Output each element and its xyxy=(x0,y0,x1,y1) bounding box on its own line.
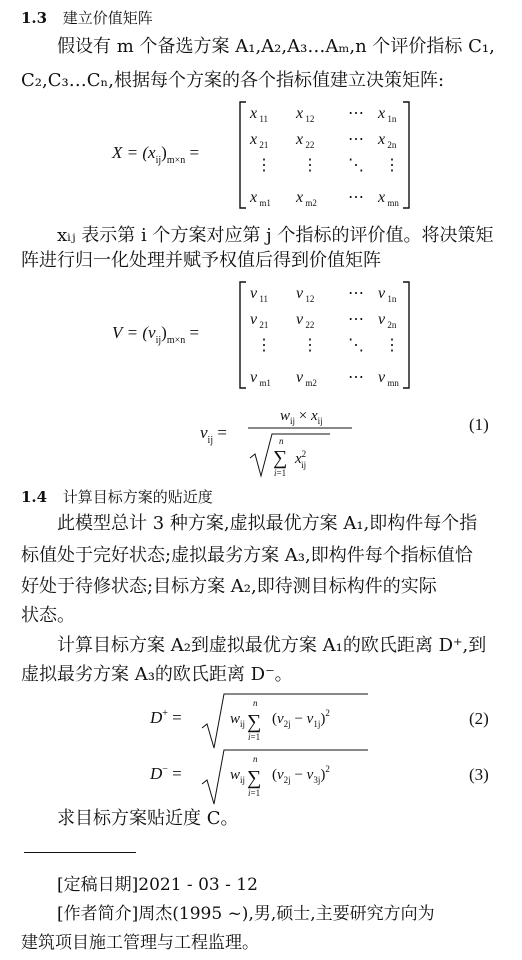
matrix-cell: x $_{12}$ xyxy=(296,105,315,124)
equation-3 xyxy=(0,746,522,812)
svg-text:wij: $w_{ij}$ xyxy=(230,711,246,729)
paragraph-line: 求目标方案贴近度 C。 xyxy=(57,808,239,829)
bracket-left xyxy=(240,102,246,208)
matrix-x-lhs: $X = (x_{ij})_{m\times n}$ = xyxy=(112,143,200,166)
equation-1 xyxy=(0,398,522,484)
matrix-cell: x $_{m1}$ xyxy=(250,189,271,208)
footnote-author-cont: 建筑项目施工管理与工程监理。 xyxy=(21,933,259,953)
section-title: 建立价值矩阵 xyxy=(62,9,153,27)
matrix-v-lhs: $V = (v_{ij})_{m\times n}$ = xyxy=(112,323,200,346)
paragraph-line: C₂,C₃…Cₙ,根据每个方案的各个指标值建立决策矩阵: xyxy=(21,70,445,91)
bracket-right xyxy=(403,102,409,208)
svg-text:i=1: i=1 xyxy=(248,732,261,742)
matrix-cell: ⋱ xyxy=(348,157,364,174)
matrix-cell: v $_{mn}$ xyxy=(378,369,399,388)
paragraph-line: 标值处于完好状态;虚拟最劣方案 A₃,即构件每个指标值恰 xyxy=(21,545,473,566)
matrix-cell: ⋱ xyxy=(348,337,364,354)
paragraph-line: xᵢⱼ 表示第 i 个方案对应第 j 个指标的评价值。将决策矩 xyxy=(57,225,494,246)
svg-text:i=1: i=1 xyxy=(248,788,261,798)
matrix-v-svg xyxy=(0,276,522,392)
matrix-cell: ⋮ xyxy=(302,337,318,354)
section-heading-1-4 xyxy=(21,486,213,507)
matrix-cell: x $_{11}$ xyxy=(250,105,269,124)
matrix-cell: ⋯ xyxy=(348,285,364,302)
matrix-cell: v $_{1n}$ xyxy=(378,285,397,304)
paragraph-line: 好处于待修状态;目标方案 A₂,即待测目标构件的实际 xyxy=(21,576,437,597)
section-number: 1.4 xyxy=(21,488,48,506)
paragraph-line: 阵进行归一化处理并赋予权值后得到价值矩阵 xyxy=(21,250,381,271)
equation-2 xyxy=(0,690,522,754)
footnote-label: [作者简介] xyxy=(57,904,139,924)
paragraph-line: 状态。 xyxy=(21,605,75,626)
svg-text:D− =: D− = xyxy=(150,764,182,783)
equation-decision-matrix xyxy=(0,96,522,216)
matrix-cell: ⋮ xyxy=(384,337,400,354)
matrix-cell: ⋯ xyxy=(348,131,364,148)
paragraph-line: 计算目标方案 A₂到虚拟最优方案 A₁的欧氏距离 D⁺,到 xyxy=(57,635,487,656)
paragraph-line: 假设有 m 个备选方案 A₁,A₂,A₃…Aₘ,n 个评价指标 C₁, xyxy=(57,36,495,57)
matrix-cell: x $_{21}$ xyxy=(250,131,269,150)
svg-text:n: n xyxy=(253,698,258,708)
matrix-cell: ⋮ xyxy=(302,157,318,174)
matrix-cell: x $_{m2}$ xyxy=(296,189,317,208)
svg-text:x2ij: $x^2$ ij xyxy=(295,449,307,470)
matrix-cell: v $_{m1}$ xyxy=(250,369,271,388)
section-heading-1-3 xyxy=(21,7,153,28)
footnote-author xyxy=(57,904,435,924)
paragraph-line: 此模型总计 3 种方案,虚拟最优方案 A₁,即构件每个指 xyxy=(57,513,478,534)
svg-text:∑: ∑ xyxy=(247,711,262,733)
matrix-cell: x $_{2n}$ xyxy=(378,131,397,150)
equation-value-matrix xyxy=(0,276,522,396)
matrix-cell: v $_{21}$ xyxy=(250,311,269,330)
bracket-right xyxy=(403,282,409,388)
matrix-cell: ⋮ xyxy=(384,157,400,174)
footnote-value: 周杰(1995 ~),男,硕士,主要研究方向为 xyxy=(138,904,435,924)
matrix-cell: ⋮ xyxy=(256,157,272,174)
matrix-cell: v $_{12}$ xyxy=(296,285,315,304)
equation-number: (1) xyxy=(469,415,489,434)
section-number: 1.3 xyxy=(21,9,48,27)
footnote-date xyxy=(57,875,258,895)
matrix-cell: ⋯ xyxy=(348,189,364,206)
svg-text:vij =: $v_{ij}$ = xyxy=(200,423,227,446)
equation-number: (3) xyxy=(469,765,489,784)
matrix-cell: x $_{22}$ xyxy=(296,131,315,150)
section-title: 计算目标方案的贴近度 xyxy=(62,488,213,506)
matrix-cell: v $_{22}$ xyxy=(296,311,315,330)
footnote-value: 2021 - 03 - 12 xyxy=(138,875,258,895)
svg-text:(v2j − v3j)2: $(v_{2j} - v_{3j})^2$ xyxy=(272,764,330,785)
matrix-cell: ⋯ xyxy=(348,311,364,328)
svg-text:n: n xyxy=(279,436,284,446)
matrix-cell: v $_{11}$ xyxy=(250,285,269,304)
svg-text:wij × xij: $w_{ij} \times x_{ij}$ xyxy=(280,408,323,426)
svg-text:wij: $w_{ij}$ xyxy=(230,767,246,785)
svg-text:∑: ∑ xyxy=(273,447,288,469)
matrix-cell: x $_{mn}$ xyxy=(378,189,399,208)
matrix-cell: ⋮ xyxy=(256,337,272,354)
footnote-label: [定稿日期] xyxy=(57,875,139,895)
paragraph-line: 虚拟最劣方案 A₃的欧氏距离 D⁻。 xyxy=(21,664,293,685)
matrix-cell: v $_{2n}$ xyxy=(378,311,397,330)
matrix-cell: ⋯ xyxy=(348,369,364,386)
svg-text:n: n xyxy=(253,754,258,764)
bracket-left xyxy=(240,282,246,388)
matrix-cell: v $_{m2}$ xyxy=(296,369,317,388)
matrix-cell: ⋯ xyxy=(348,105,364,122)
equation-number: (2) xyxy=(469,709,489,728)
matrix-cell: x $_{1n}$ xyxy=(378,105,397,124)
svg-text:i=1: i=1 xyxy=(274,468,287,478)
svg-text:(v2j − v1j)2: $(v_{2j} - v_{1j})^2$ xyxy=(272,708,330,729)
svg-text:∑: ∑ xyxy=(247,767,262,789)
footnote-divider xyxy=(24,852,136,853)
matrix-x-svg xyxy=(0,96,522,212)
svg-text:D+ =: D+ = xyxy=(150,708,182,727)
